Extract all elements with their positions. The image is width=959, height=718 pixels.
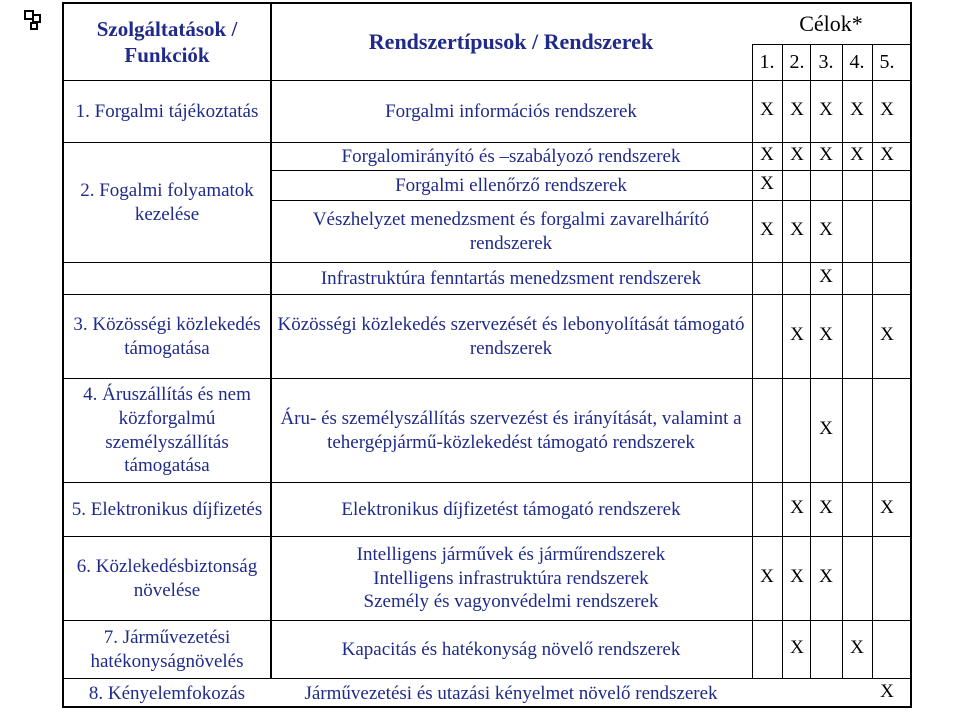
function-label: 6. Közlekedésbiztonság növelése (76, 555, 258, 601)
system-label: Kapacitás és hatékonyság növelő rendszerek (341, 638, 681, 660)
function-label: 3. Közösségi közlekedés támogatása (73, 313, 261, 359)
system-label: Intelligens járművek és járműrendszerek Intelligens infrastruktúra rendszerek Személy és vagyonvédelmi rendszerek (356, 543, 666, 613)
goal-mark: X (790, 497, 804, 518)
goal-mark: X (760, 99, 774, 120)
goal-mark: X (880, 497, 894, 518)
system-label: Infrastruktúra fenntartás menedzsment rendszerek (320, 267, 702, 289)
system-label: Közösségi közlekedés szervezését és lebonyolítását támogató rendszerek (277, 313, 745, 359)
column-divider (842, 44, 843, 678)
goal-mark: X (760, 566, 774, 587)
goal-mark: X (880, 324, 894, 345)
function-label: 5. Elektronikus díjfizetés (71, 498, 263, 520)
goal-mark: X (819, 324, 833, 345)
system-label: Járművezetési és utazási kényelmet növelő rendszerek (304, 682, 718, 704)
goal-number: 4. (849, 51, 865, 73)
function-label: 4. Áruszállítás és nem közforgalmú személyszállítás támogatása (83, 384, 251, 477)
goal-mark: X (790, 219, 804, 240)
system-label: Forgalomirányító és –szabályozó rendszerek (341, 145, 681, 167)
goal-mark: X (790, 99, 804, 120)
goal-mark: X (819, 266, 833, 287)
goal-mark: X (850, 144, 864, 165)
system-label: Forgalmi ellenőrző rendszerek (395, 174, 627, 196)
goal-mark: X (850, 99, 864, 120)
goal-mark: X (880, 144, 894, 165)
goal-mark: X (760, 219, 774, 240)
function-label: 2. Fogalmi folyamatok kezelése (80, 179, 254, 225)
function-label: 1. Forgalmi tájékoztatás (75, 100, 259, 122)
system-label: Elektronikus díjfizetést támogató rendszerek (341, 498, 681, 520)
systems-header: Rendszertípusok / Rendszerek (368, 29, 654, 55)
system-label: Áru- és személyszállítás szervezést és irányítását, valamint a tehergépjármű-közlekedést támogató rendszerek (280, 407, 742, 453)
goal-mark: X (760, 173, 774, 194)
goal-mark: X (790, 637, 804, 658)
goal-mark: X (819, 144, 833, 165)
goal-mark: X (850, 637, 864, 658)
goal-mark: X (790, 144, 804, 165)
function-label: 7. Járművezetési hatékonyságnövelés (90, 626, 244, 672)
goal-number: 2. (789, 51, 805, 73)
goal-mark: X (819, 219, 833, 240)
goal-number: 1. (759, 51, 775, 73)
goal-mark: X (819, 566, 833, 587)
goal-mark: X (790, 566, 804, 587)
goal-mark: X (760, 144, 774, 165)
row-divider (752, 44, 910, 45)
goal-mark: X (819, 99, 833, 120)
goal-mark: X (819, 418, 833, 439)
functions-header: Szolgáltatások / Funkciók (96, 16, 238, 67)
goal-mark: X (880, 99, 894, 120)
function-label: 8. Kényelemfokozás (88, 682, 246, 704)
decorative-square (30, 22, 38, 30)
goal-mark: X (819, 497, 833, 518)
goals-header: Célok* (799, 11, 863, 37)
column-divider (872, 44, 873, 678)
goal-mark: X (880, 681, 894, 702)
goal-mark: X (790, 324, 804, 345)
system-label: Forgalmi információs rendszerek (385, 100, 637, 122)
system-label: Vészhelyzet menedzsment és forgalmi zavarelhárító rendszerek (312, 208, 710, 254)
goal-number: 3. (818, 51, 834, 73)
goal-number: 5. (879, 51, 895, 73)
